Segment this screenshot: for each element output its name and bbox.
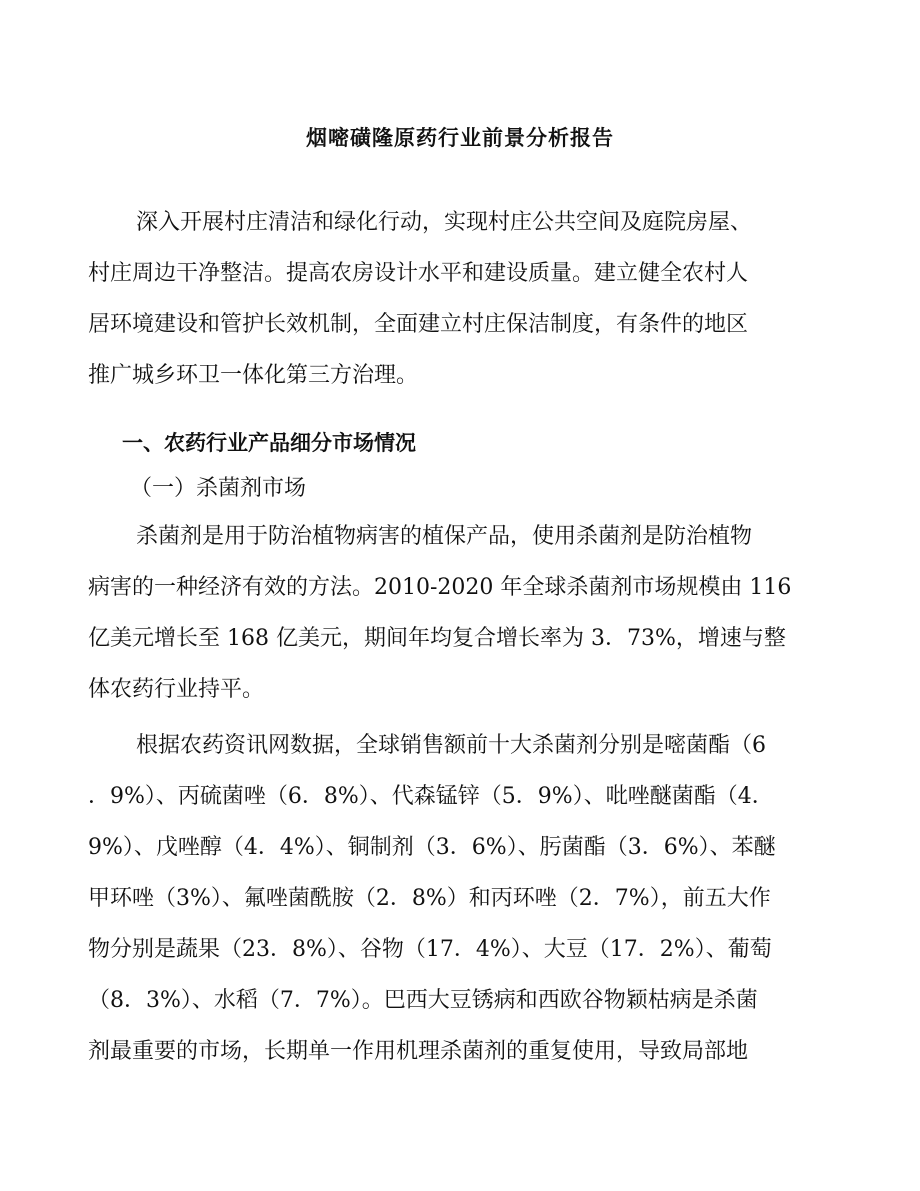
paragraph-line: ．9%）、丙硫菌唑（6．8%）、代森锰锌（5．9%）、吡唑醚菌酯（4． <box>88 784 774 809</box>
paragraph-line: 剂最重要的市场，长期单一作用机理杀菌剂的重复使用，导致局部地 <box>88 1039 749 1064</box>
paragraph-line: 居环境建设和管护长效机制，全面建立村庄保洁制度，有条件的地区 <box>88 312 749 337</box>
section-heading: 一、农药行业产品细分市场情况 <box>122 430 416 455</box>
paragraph-line: 杀菌剂是用于防治植物病害的植保产品，使用杀菌剂是防治植物 <box>136 524 753 549</box>
paragraph-line: （8．3%）、水稻（7．7%）。巴西大豆锈病和西欧谷物颖枯病是杀菌 <box>88 988 758 1013</box>
paragraph-line: 根据农药资讯网数据，全球销售额前十大杀菌剂分别是嘧菌酯（6 <box>136 733 766 758</box>
paragraph-line: 体农药行业持平。 <box>88 677 265 702</box>
paragraph-line: 深入开展村庄清洁和绿化行动，实现村庄公共空间及庭院房屋、 <box>136 210 753 235</box>
document-title: 烟嘧磺隆原药行业前景分析报告 <box>306 125 614 150</box>
paragraph-line: 物分别是蔬果（23．8%）、谷物（17．4%）、大豆（17．2%）、葡萄 <box>88 937 772 962</box>
paragraph-line: 9%）、戊唑醇（4．4%）、铜制剂（3．6%）、肟菌酯（3．6%）、苯醚 <box>88 835 776 860</box>
paragraph-line: 甲环唑（3%）、氟唑菌酰胺（2．8%）和丙环唑（2．7%），前五大作 <box>88 886 771 911</box>
paragraph-line: 村庄周边干净整洁。提高农房设计水平和建设质量。建立健全农村人 <box>88 261 749 286</box>
paragraph-line: 推广城乡环卫一体化第三方治理。 <box>88 363 419 388</box>
subsection-heading: （一）杀菌剂市场 <box>130 476 307 501</box>
paragraph-line: 亿美元增长至 168 亿美元，期间年均复合增长率为 3．73%，增速与整 <box>88 626 786 651</box>
paragraph-line: 病害的一种经济有效的方法。2010-2020 年全球杀菌剂市场规模由 116 <box>88 575 792 600</box>
